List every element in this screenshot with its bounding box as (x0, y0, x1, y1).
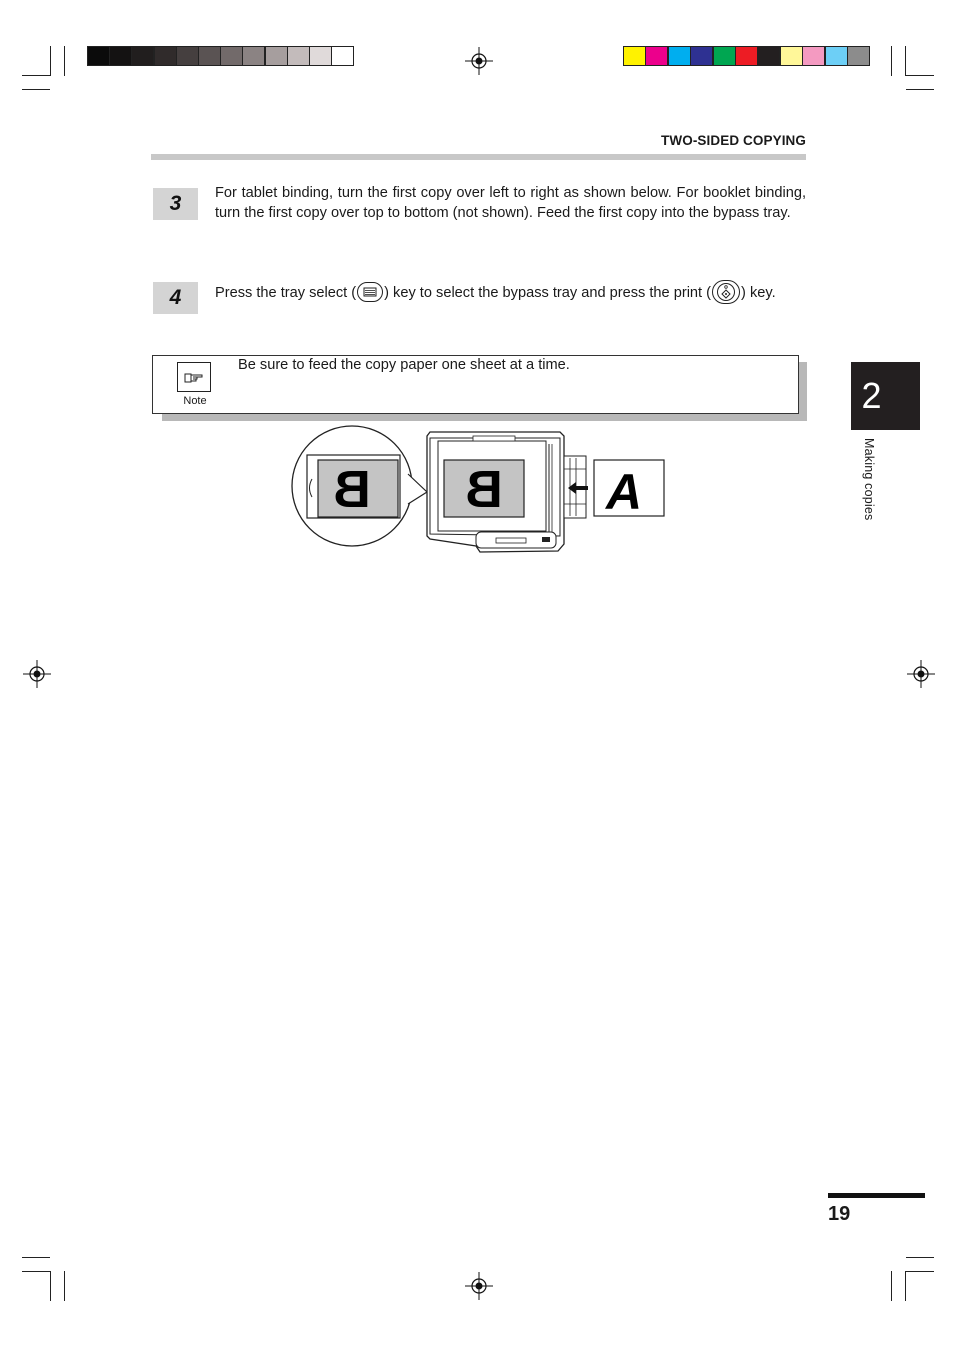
gray-swatch (242, 46, 265, 66)
color-swatch (757, 46, 780, 66)
color-swatch (645, 46, 668, 66)
color-swatch (847, 46, 870, 66)
step-4-text (215, 280, 806, 304)
header-rule (151, 154, 806, 160)
color-swatch (735, 46, 758, 66)
color-swatch (780, 46, 803, 66)
gray-swatch (198, 46, 221, 66)
chapter-number: 2 (861, 375, 882, 416)
gray-swatch (154, 46, 177, 66)
registration-mark-right (906, 659, 936, 689)
note-text: Be sure to feed the copy paper one sheet at a time. (238, 357, 570, 373)
step-4-text-after: ) key. (741, 285, 776, 301)
step-number-3: 3 (153, 188, 198, 220)
gray-swatch (265, 46, 288, 66)
registration-mark-top (464, 46, 494, 76)
copier-machine-outline (427, 432, 586, 552)
step-3-text: For tablet binding, turn the first copy over left to right as shown below. For booklet binding, turn the first copy over top to bottom (not shown). Feed the first copy into the bypass tray. (215, 185, 806, 221)
chapter-title: Making copies (862, 438, 876, 521)
color-swatch (825, 46, 848, 66)
pointing-hand-icon (177, 362, 211, 392)
gray-swatch (109, 46, 132, 66)
print-key-icon (712, 280, 740, 304)
step-number-4: 4 (153, 282, 198, 314)
color-swatch (713, 46, 736, 66)
color-swatch (623, 46, 646, 66)
note-label: Note (183, 395, 207, 407)
note-box (152, 355, 799, 414)
feed-sheet-letter: A (605, 464, 643, 520)
zoom-letter-mirrored: B (333, 461, 371, 519)
gray-swatch (287, 46, 310, 66)
gray-swatch (309, 46, 332, 66)
page-number-rule (828, 1193, 925, 1198)
chapter-tab (851, 362, 920, 430)
section-title: TWO-SIDED COPYING (661, 133, 806, 148)
tray-select-key-icon (357, 282, 383, 302)
color-swatch (668, 46, 691, 66)
gray-swatch (220, 46, 243, 66)
color-swatch (690, 46, 713, 66)
gray-swatch (331, 46, 354, 66)
page-number: 19 (828, 1203, 851, 1225)
step-4-text-middle: ) key to select the bypass tray and press the print ( (384, 285, 712, 301)
color-swatch (802, 46, 825, 66)
registration-mark-bottom (464, 1271, 494, 1301)
registration-mark-left (22, 659, 52, 689)
bypass-feed-illustration (290, 424, 670, 554)
gray-swatch (131, 46, 154, 66)
gray-swatch (176, 46, 199, 66)
gray-swatch (87, 46, 110, 66)
glass-letter-mirrored: B (465, 461, 503, 519)
step-4-text-before: Press the tray select ( (215, 285, 357, 301)
